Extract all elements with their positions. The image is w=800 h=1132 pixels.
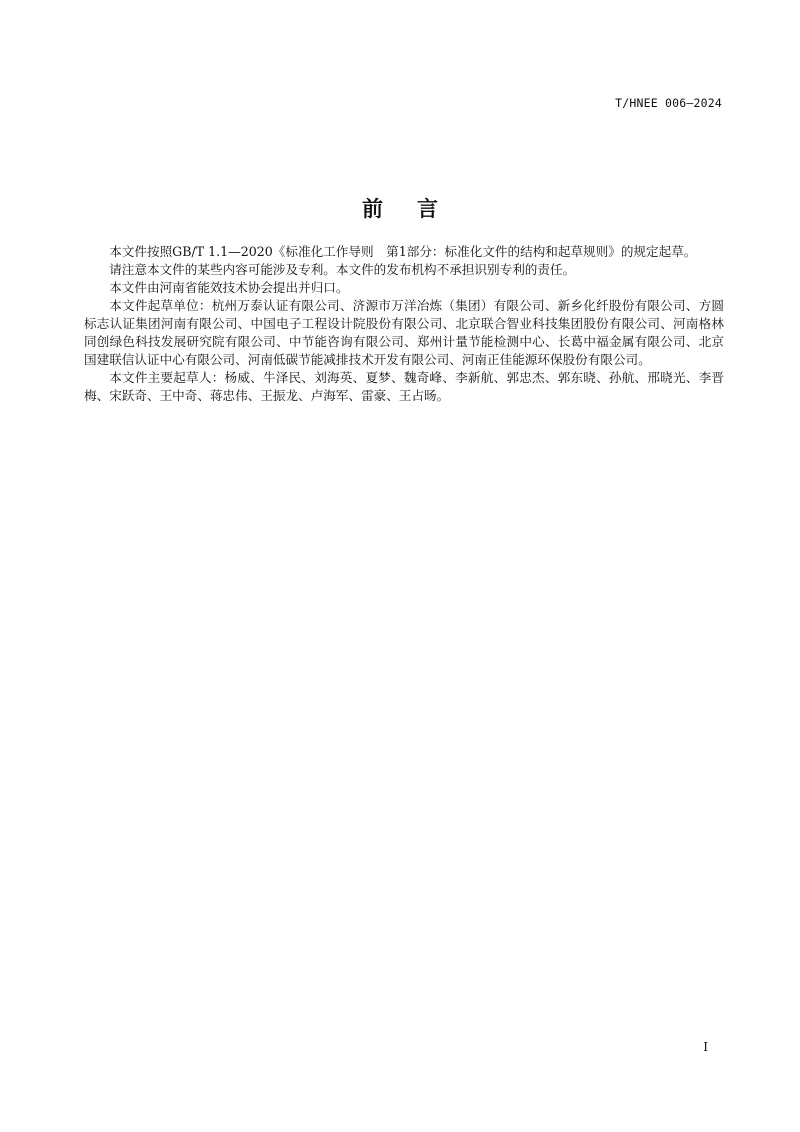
paragraph-drafters: 本文件主要起草人：杨威、牛泽民、刘海英、夏梦、魏奇峰、李新航、郭忠杰、郭东晓、孙航、邢晓光、李晋梅、宋跃奇、王中奇、蒋忠伟、王振龙、卢海军、雷豪、王占旸。 (84, 370, 724, 403)
paragraph-drafting-rules: 本文件按照GB/T 1.1—2020《标准化工作导则 第1部分：标准化文件的结构和起草规则》的规定起草。 (109, 244, 697, 259)
paragraph-patent-notice: 请注意本文件的某些内容可能涉及专利。本文件的发布机构不承担识别专利的责任。 (109, 262, 576, 277)
page-number: I (703, 1040, 708, 1054)
foreword-body (84, 243, 724, 405)
document-code: T/HNEE 006—2024 (615, 96, 722, 110)
paragraph-proposer: 本文件由河南省能效技术协会提出并归口。 (109, 280, 349, 295)
section-title-foreword: 前言 (362, 197, 472, 221)
paragraph-drafting-units: 本文件起草单位：杭州万泰认证有限公司、济源市万洋冶炼（集团）有限公司、新乡化纤股份有限公司、方圆标志认证集团河南有限公司、中国电子工程设计院股份有限公司、北京联合智业科技集团股份有限公司、河南格林同创绿色科技发展研究院有限公司、中节能咨询有限公司、郑州计量节能检测中心、长葛中福金属有限公司、北京国建联信认证中心有限公司、河南低碳节能减排技术开发有限公司、河南正佳能源环保股份有限公司。 (84, 298, 724, 367)
